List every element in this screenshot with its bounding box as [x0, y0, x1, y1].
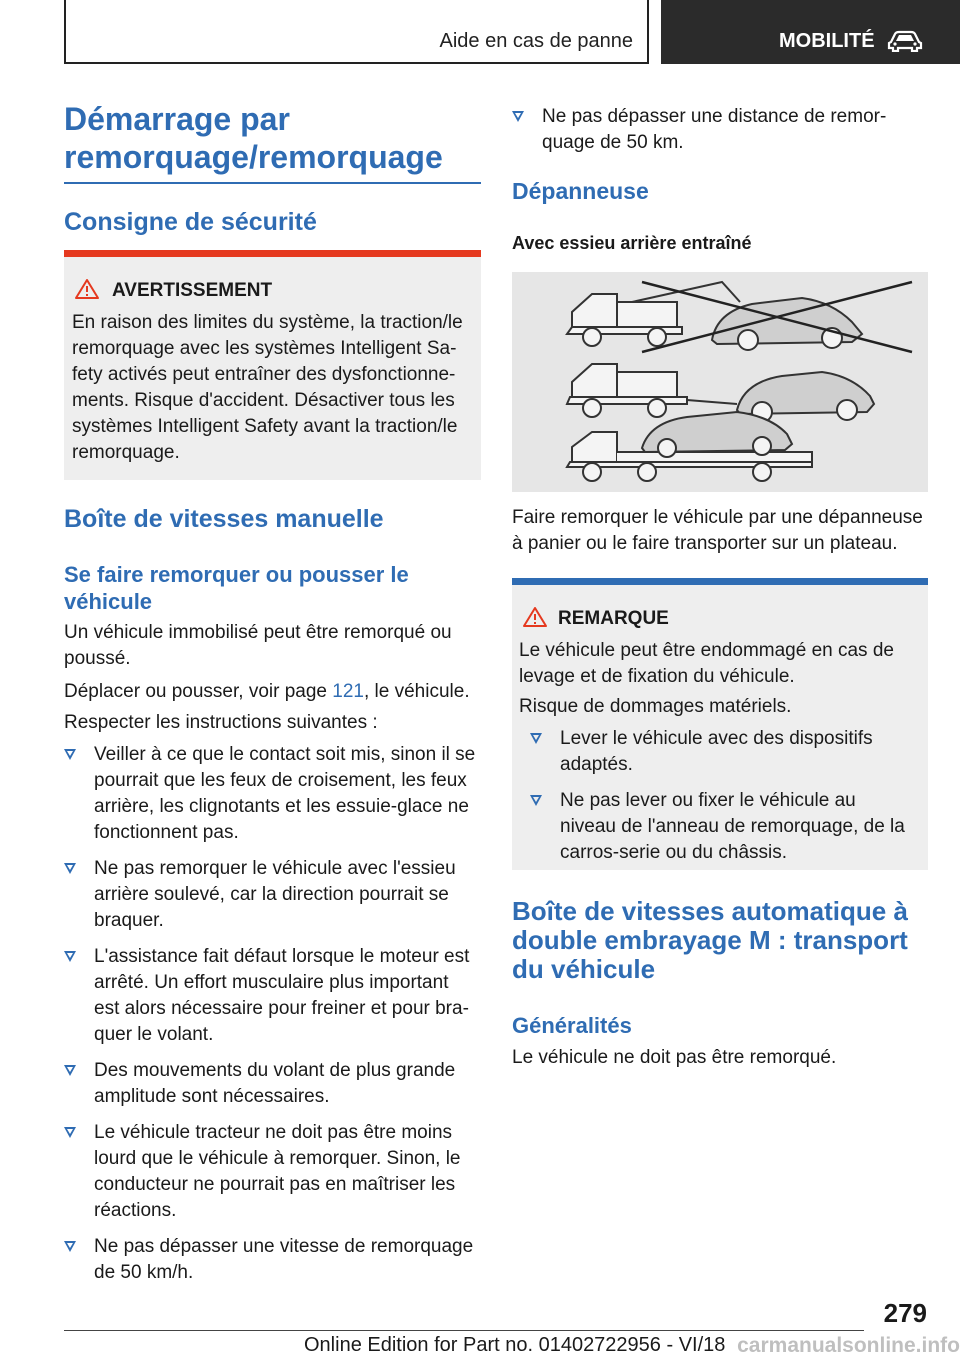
bullet-triangle-icon — [512, 111, 524, 122]
page-link[interactable]: 121 — [332, 681, 364, 702]
car-icon — [887, 30, 923, 52]
edition-note: Online Edition for Part no. 01402722956 - VI/18 — [304, 1334, 726, 1356]
general-text: Le véhicule ne doit pas être remorqué. — [512, 1047, 837, 1068]
header-section-tab — [64, 0, 649, 64]
general-heading: Généralités — [512, 1013, 632, 1038]
header-chapter-tab — [661, 0, 960, 64]
list-item: Veiller à ce que le contact soit mis, sinon il se pourrait que les feux de croisement, les feux arrière, les clignotants et les essuie-glace ne fonctionnent pas. — [64, 742, 478, 846]
list-item: Ne pas dépasser une vitesse de remorquage de 50 km/h. — [64, 1234, 478, 1286]
watermark: carmanualsonline.info — [737, 1334, 960, 1357]
bullet-triangle-icon — [64, 951, 76, 962]
tow-truck-subheading: Avec essieu arrière entraîné — [512, 233, 752, 253]
header-chapter-label: MOBILITÉ — [779, 30, 875, 52]
list-item: Ne pas lever ou fixer le véhicule au niveau de l'anneau de remorquage, de la carros-serie ou du châssis. — [530, 788, 915, 866]
instructions-paragraph: Respecter les instructions suivantes : — [64, 712, 378, 733]
list-item: Ne pas remorquer le véhicule avec l'essieu arrière soulevé, car la direction pourrait se braquer. — [64, 856, 478, 934]
bullet-triangle-icon — [64, 1127, 76, 1138]
list-item: Lever le véhicule avec des dispositifs adaptés. — [530, 726, 915, 778]
warning-text: En raison des limites du système, la traction/le remorquage avec les systèmes Intelligent Sa-fety activés peut entraîner des dysfonctionne-ments. Risque d'accident. Désactiver tous les systèmes Intelligent Safety avant la traction/le remorquage. — [72, 312, 463, 463]
reference-paragraph — [64, 679, 474, 705]
tow-push-subheading: Se faire remorquer ou pousser le véhicule — [64, 562, 409, 614]
footer-rule — [64, 1330, 864, 1331]
safety-heading: Consigne de sécurité — [64, 208, 317, 236]
bullet-triangle-icon — [64, 1065, 76, 1076]
list-item: Ne pas dépasser une distance de remor-quage de 50 km. — [512, 104, 926, 156]
list-item: Des mouvements du volant de plus grande amplitude sont nécessaires. — [64, 1058, 478, 1110]
bullet-triangle-icon — [64, 863, 76, 874]
tow-trucks-illustration — [512, 272, 928, 492]
warning-bar — [64, 250, 481, 257]
note-text: Le véhicule peut être endommagé en cas de levage et de fixation du véhicule. — [519, 640, 894, 687]
manual-gearbox-heading: Boîte de vitesses manuelle — [64, 505, 384, 533]
warning-triangle-icon — [74, 278, 100, 300]
reference-text: Déplacer ou pousser, voir page — [64, 681, 333, 702]
auto-gearbox-heading: Boîte de vitesses automatique à double embrayage M : transport du véhicule — [512, 896, 908, 984]
warning-label: AVERTISSEMENT — [112, 280, 273, 301]
bullet-triangle-icon — [530, 795, 542, 806]
bullet-triangle-icon — [64, 1241, 76, 1252]
note-box — [512, 578, 928, 870]
warning-box — [64, 250, 481, 480]
header-section-label: Aide en cas de panne — [439, 30, 633, 52]
warning-triangle-icon — [522, 606, 548, 628]
reference-text-end: , le véhicule. — [363, 681, 470, 702]
tow-truck-heading: Dépanneuse — [512, 178, 649, 204]
illustration-caption: Faire remorquer le véhicule par une dépanneuse à panier ou le faire transporter sur un plateau. — [512, 507, 923, 554]
intro-paragraph: Un véhicule immobilisé peut être remorqué ou poussé. — [64, 622, 452, 669]
note-label: REMARQUE — [558, 608, 669, 629]
title-rule — [64, 182, 481, 184]
list-item: L'assistance fait défaut lorsque le moteur est arrêté. Un effort musculaire plus important est alors nécessaire pour freiner et pour bra-quer le volant. — [64, 944, 478, 1048]
page-number: 279 — [883, 1298, 927, 1328]
page-title: Démarrage par remorquage/remorquage — [64, 101, 443, 175]
note-risk: Risque de dommages matériels. — [519, 696, 792, 717]
distance-list — [512, 104, 926, 166]
bullet-triangle-icon — [64, 749, 76, 760]
bullet-triangle-icon — [530, 733, 542, 744]
note-list — [530, 726, 915, 876]
note-bar — [512, 578, 928, 585]
list-item: Le véhicule tracteur ne doit pas être moins lourd que le véhicule à remorquer. Sinon, le conducteur ne pourrait pas en maîtriser les réactions. — [64, 1120, 478, 1224]
towing-illustration — [512, 272, 928, 492]
instruction-list — [64, 742, 478, 1296]
